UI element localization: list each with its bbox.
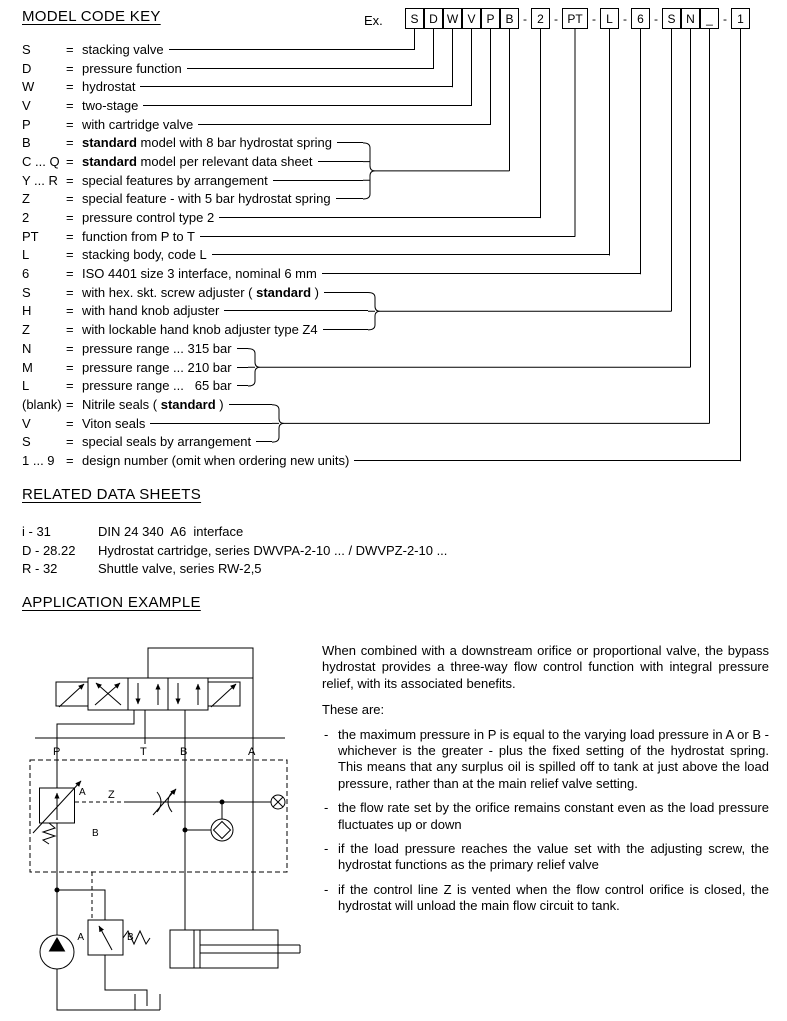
connector-line [198, 124, 490, 125]
code-description-pre: with hex. skt. screw adjuster ( [82, 284, 257, 300]
code-description [82, 154, 313, 169]
code-value: 1 ... 9 [22, 452, 55, 468]
code-description [82, 173, 268, 188]
port-label-p: P [53, 746, 61, 758]
code-description [82, 341, 232, 356]
code-description [82, 322, 318, 337]
code-box: PT [562, 8, 588, 29]
equals-sign: = [66, 116, 74, 132]
code-box: S [662, 8, 681, 29]
code-description-pre: two-stage [82, 97, 139, 113]
equals-sign: = [66, 396, 74, 412]
code-description-pre: with hand knob adjuster [82, 303, 220, 319]
code-description-post: model per relevant data sheet [136, 153, 313, 169]
code-key-row [22, 208, 541, 227]
pump [40, 935, 74, 969]
code-box: B [500, 8, 519, 29]
equals-sign: = [66, 41, 74, 57]
code-description [82, 135, 332, 150]
equals-sign: = [66, 434, 74, 450]
equals-sign: = [66, 266, 74, 282]
data-sheet-description: Hydrostat cartridge, series DWVPA-2-10 ... / DWVPZ-2-10 ... [98, 542, 448, 558]
pilot-loop-line [148, 648, 253, 678]
code-value: (blank) [22, 396, 62, 412]
vent-plug [271, 795, 285, 809]
port-label-t: T [140, 746, 147, 758]
bullet-text: if the load pressure reaches the value set with the adjusting screw, the hydrostat functions as the primary relief valve [338, 841, 769, 873]
code-box: N [681, 8, 700, 29]
data-sheet-row [22, 522, 447, 541]
code-key-row [22, 40, 415, 59]
code-value: 6 [22, 266, 30, 282]
code-description [82, 266, 317, 281]
code-description-pre: hydrostat [82, 79, 136, 95]
code-description-pre: Viton seals [82, 415, 146, 431]
connector-line [273, 180, 363, 181]
connector-line [140, 86, 452, 87]
code-key-row [22, 395, 272, 414]
code-key-row [22, 283, 368, 302]
application-example-text [322, 643, 769, 923]
connector-line [229, 404, 272, 405]
code-box: - [592, 11, 596, 26]
code-box: 6 [631, 8, 650, 29]
code-value: C ... Q [22, 153, 60, 169]
code-description-pre: pressure function [82, 60, 182, 76]
hydrostat-label-b: B [92, 828, 99, 839]
manifold-boundary [30, 760, 287, 872]
directional-valve [88, 678, 208, 710]
code-value: B [22, 135, 31, 151]
equals-sign: = [66, 60, 74, 76]
code-description [82, 191, 331, 206]
code-description [82, 416, 145, 431]
connector-line [200, 236, 575, 237]
code-box: - [554, 11, 558, 26]
code-description-pre: pressure range ... 210 bar [82, 359, 232, 375]
code-box: _ [700, 8, 719, 29]
connector-line [237, 367, 248, 368]
code-description [82, 61, 182, 76]
code-box: - [723, 11, 727, 26]
code-value: S [22, 434, 31, 450]
related-data-sheets-title: RELATED DATA SHEETS [22, 486, 202, 503]
relief-label-b: B [127, 932, 134, 943]
connector-line [256, 441, 272, 442]
port-label-b: B [180, 746, 188, 758]
equals-sign: = [66, 247, 74, 263]
code-box: S [405, 8, 424, 29]
code-description-pre: pressure range ... 315 bar [82, 340, 232, 356]
connector-line [318, 161, 363, 162]
code-description-pre: Nitrile seals ( [82, 396, 161, 412]
bullet-marker: - [324, 726, 329, 742]
code-description [82, 303, 219, 318]
code-description [82, 434, 251, 449]
code-description-post: ) [215, 396, 224, 412]
junction-dot [220, 800, 224, 804]
bullet-text: if the control line Z is vented when the flow control orifice is closed, the hydrostat will unload the main flow circuit to tank. [338, 881, 769, 914]
example-label: Ex. [364, 13, 383, 28]
code-value: D [22, 60, 32, 76]
code-value: S [22, 284, 31, 300]
code-box: P [481, 8, 500, 29]
bullet-marker: - [324, 881, 329, 897]
code-box: D [424, 8, 443, 29]
connector-line [219, 217, 540, 218]
relief-label-a: A [77, 932, 84, 943]
code-description-pre: pressure control type 2 [82, 210, 215, 226]
connector-line [337, 142, 363, 143]
variable-orifice [153, 789, 176, 815]
equals-sign: = [66, 79, 74, 95]
proportional-solenoid-right [208, 682, 240, 707]
code-description-pre: special features by arrangement [82, 172, 268, 188]
connector-line [323, 329, 368, 330]
code-description-pre: special feature - with 5 bar hydrostat spring [82, 191, 331, 207]
code-key-row [22, 320, 368, 339]
connector-line [237, 385, 248, 386]
bullet-item [322, 727, 769, 793]
equals-sign: = [66, 135, 74, 151]
code-key-row [22, 246, 610, 265]
equals-sign: = [66, 303, 74, 319]
code-box: W [443, 8, 462, 29]
code-description [82, 397, 224, 412]
code-description [82, 42, 164, 57]
code-description-pre: function from P to T [82, 228, 195, 244]
code-value: L [22, 378, 30, 394]
subplate-port-band [35, 738, 285, 744]
relief-spring [123, 931, 150, 944]
code-value: M [22, 359, 33, 375]
junction-dot [55, 888, 59, 892]
code-key-row [22, 171, 363, 190]
application-intro: When combined with a downstream orifice or proportional valve, the bypass hydrostat provides a three-way flow control function with integral pressure relief, with its associated benefits. [322, 643, 769, 691]
code-key-row [22, 302, 368, 321]
code-value: V [22, 97, 31, 113]
bullet-item [322, 841, 769, 874]
data-sheet-code: i - 31 [22, 523, 51, 539]
code-description [82, 378, 232, 393]
connector-line [224, 310, 368, 311]
code-value: Z [22, 191, 30, 207]
connector-line [212, 254, 610, 255]
code-description [82, 453, 349, 468]
equals-sign: = [66, 97, 74, 113]
code-description-bold: standard [160, 396, 216, 412]
code-description-post: ) [311, 284, 319, 300]
code-key-row [22, 227, 575, 246]
application-bullet-list [322, 727, 769, 915]
code-value: L [22, 247, 30, 263]
equals-sign: = [66, 340, 74, 356]
equals-sign: = [66, 378, 74, 394]
code-description-pre: pressure range ... 65 bar [82, 378, 232, 394]
code-key-row [22, 414, 272, 433]
code-key-row [22, 115, 491, 134]
code-description-pre: stacking body, code L [82, 247, 207, 263]
metering-orifice [211, 819, 233, 841]
code-description-pre: design number (omit when ordering new units) [82, 452, 350, 468]
proportional-solenoid-left [56, 682, 88, 707]
code-key-row [22, 264, 641, 283]
data-sheet-description: Shuttle valve, series RW-2,5 [98, 561, 262, 577]
equals-sign: = [66, 153, 74, 169]
code-value: Z [22, 322, 30, 338]
bullet-text: the maximum pressure in P is equal to the varying load pressure in A or B - whichever is the greater - plus the fixed setting of the hydrostat spring. This means that any surplus oil is spilled off to tank at just above the load pressure, rather than at the main relief valve setting. [338, 726, 769, 791]
application-example-title: APPLICATION EXAMPLE [22, 594, 201, 611]
equals-sign: = [66, 452, 74, 468]
code-description-bold: standard [82, 153, 137, 169]
equals-sign: = [66, 228, 74, 244]
code-box: 2 [531, 8, 550, 29]
data-sheet-row [22, 541, 447, 560]
code-value: W [22, 79, 35, 95]
connector-line [187, 68, 434, 69]
data-sheet-code: R - 32 [22, 561, 58, 577]
code-box: - [523, 11, 527, 26]
hydrostat-spring [43, 823, 55, 844]
code-key-row [22, 59, 434, 78]
related-data-sheets-list [22, 522, 447, 578]
connector-line [322, 273, 641, 274]
code-value: PT [22, 228, 39, 244]
connector-line [237, 348, 248, 349]
code-description [82, 79, 135, 94]
code-description [82, 229, 195, 244]
code-value: S [22, 41, 31, 57]
code-description-bold: standard [256, 284, 312, 300]
code-key-row [22, 339, 248, 358]
model-code-boxes [405, 8, 750, 29]
code-key-row [22, 451, 741, 470]
relief-valve [88, 920, 150, 955]
model-code-key-title: MODEL CODE KEY [22, 8, 161, 25]
tank [135, 994, 160, 1010]
equals-sign: = [66, 284, 74, 300]
code-value: 2 [22, 210, 30, 226]
equals-sign: = [66, 191, 74, 207]
code-box: 1 [731, 8, 750, 29]
data-sheet-code: D - 28.22 [22, 542, 76, 558]
code-key-row [22, 432, 272, 451]
code-description [82, 247, 207, 262]
code-description-pre: ISO 4401 size 3 interface, nominal 6 mm [82, 266, 317, 282]
connector-line [336, 198, 363, 199]
code-description-bold: standard [82, 135, 137, 151]
junction-dot [183, 828, 187, 832]
hydrostat-valve [33, 781, 81, 844]
code-box: - [654, 11, 658, 26]
code-key-row [22, 133, 363, 152]
equals-sign: = [66, 210, 74, 226]
these-are-label: These are: [322, 702, 385, 718]
code-description [82, 117, 193, 132]
data-sheet-row [22, 559, 447, 578]
code-box: L [600, 8, 619, 29]
bullet-marker: - [324, 841, 329, 857]
code-box: V [462, 8, 481, 29]
bullet-text: the flow rate set by the orifice remains constant even as the load pressure fluctuates up or down [338, 800, 769, 832]
code-description-pre: with cartridge valve [82, 116, 194, 132]
code-key-row [22, 190, 363, 209]
code-value: P [22, 116, 31, 132]
code-value: H [22, 303, 32, 319]
code-description [82, 98, 138, 113]
code-key-row [22, 96, 472, 115]
code-description [82, 210, 214, 225]
bullet-item [322, 882, 769, 915]
code-description-post: model with 8 bar hydrostat spring [136, 135, 333, 151]
cylinder [170, 930, 300, 968]
equals-sign: = [66, 322, 74, 338]
connector-line [143, 105, 471, 106]
code-description [82, 285, 319, 300]
code-key-row [22, 77, 453, 96]
connector-line [169, 49, 415, 50]
code-key-row [22, 358, 248, 377]
data-sheet-description: DIN 24 340 A6 interface [98, 523, 244, 539]
code-value: V [22, 415, 31, 431]
code-description-pre: with lockable hand knob adjuster type Z4 [82, 322, 318, 338]
code-key-row [22, 152, 363, 171]
code-value: N [22, 340, 32, 356]
bullet-item [322, 800, 769, 833]
code-key-row [22, 376, 248, 395]
bullet-marker: - [324, 800, 329, 816]
code-key-rows [22, 40, 741, 470]
equals-sign: = [66, 172, 74, 188]
code-box: - [623, 11, 627, 26]
connector-line [150, 423, 272, 424]
port-label-a: A [248, 746, 256, 758]
hydraulic-circuit-schematic [8, 632, 318, 1021]
code-value: Y ... R [22, 172, 58, 188]
connector-line [354, 460, 740, 461]
hydrostat-label-a: A [79, 787, 86, 798]
code-description-pre: special seals by arrangement [82, 434, 252, 450]
equals-sign: = [66, 359, 74, 375]
connector-line [324, 292, 368, 293]
code-description [82, 360, 232, 375]
code-description-pre: stacking valve [82, 41, 164, 57]
equals-sign: = [66, 415, 74, 431]
label-z: Z [108, 789, 115, 801]
